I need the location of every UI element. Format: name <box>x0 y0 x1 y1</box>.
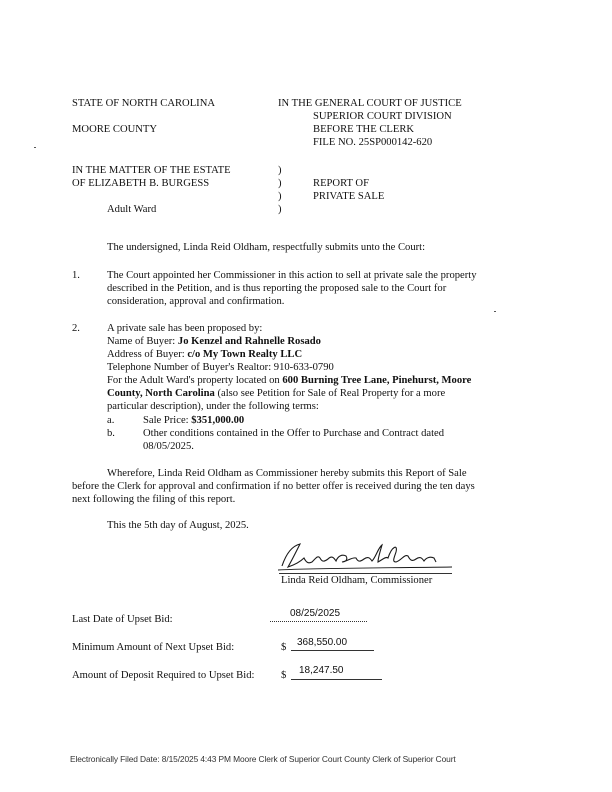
report-title-2: PRIVATE SALE <box>313 191 385 202</box>
wherefore-line: Wherefore, Linda Reid Oldham as Commissioner hereby submits this Report of Sale <box>107 468 467 479</box>
property-line-3: particular description), under the following terms: <box>107 401 319 412</box>
last-date-value: 08/25/2025 <box>290 608 341 619</box>
dated-line: This the 5th day of August, 2025. <box>107 520 249 531</box>
buyer-name-label: Name of Buyer: <box>107 336 178 347</box>
matter-line-1: IN THE MATTER OF THE ESTATE <box>72 165 231 176</box>
state-heading: STATE OF NORTH CAROLINA <box>72 98 216 109</box>
deposit-value: 18,247.50 <box>299 665 344 676</box>
wherefore-line: next following the filing of this report. <box>72 494 236 505</box>
property-address-part-2: County, North Carolina <box>107 388 215 399</box>
item-1-line: consideration, approval and confirmation. <box>107 296 285 307</box>
buyer-name-value: Jo Kenzel and Rahnelle Rosado <box>177 336 321 347</box>
last-date-line <box>270 621 367 622</box>
deposit-line <box>291 679 382 680</box>
scan-mark <box>494 311 496 312</box>
intro-paragraph: The undersigned, Linda Reid Oldham, respectfully submits unto the Court: <box>107 242 426 253</box>
deposit-currency: $ <box>281 670 287 681</box>
property-line-2 <box>107 388 445 401</box>
minimum-amount-currency: $ <box>281 642 287 653</box>
property-line-1 <box>107 375 471 388</box>
buyer-address-line <box>107 349 302 362</box>
caption-paren: ) <box>278 204 282 215</box>
wherefore-line: before the Clerk for approval and confirmation if no better offer is received during the ten days <box>72 481 475 492</box>
buyer-address-value: c/o My Town Realty LLC <box>187 349 303 360</box>
buyer-name-line <box>107 336 321 349</box>
caption-paren: ) <box>278 178 282 189</box>
electronic-filing-footer: Electronically Filed Date: 8/15/2025 4:43 PM Moore Clerk of Superior Court County Clerk of Superior Court <box>70 754 456 764</box>
sale-price-value: $351,000.00 <box>191 415 245 426</box>
caption-paren: ) <box>278 191 282 202</box>
item-2-number: 2. <box>72 323 80 334</box>
county-heading: MOORE COUNTY <box>72 124 158 135</box>
caption-paren: ) <box>278 165 282 176</box>
item-1-line: The Court appointed her Commissioner in this action to sell at private sale the property <box>107 270 477 281</box>
minimum-amount-line <box>291 650 374 651</box>
signature-image <box>276 540 454 574</box>
term-a-label: a. <box>107 415 115 426</box>
report-title-1: REPORT OF <box>313 178 369 189</box>
item-1-line: described in the Petition, and is thus reporting the proposed sale to the Court for <box>107 283 447 294</box>
adult-ward-label: Adult Ward <box>107 204 157 215</box>
court-heading-2: SUPERIOR COURT DIVISION <box>313 111 452 122</box>
court-heading-3: BEFORE THE CLERK <box>313 124 415 135</box>
deposit-label: Amount of Deposit Required to Upset Bid: <box>72 670 255 681</box>
minimum-amount-label: Minimum Amount of Next Upset Bid: <box>72 642 235 653</box>
term-b-label: b. <box>107 428 115 439</box>
last-date-label: Last Date of Upset Bid: <box>72 614 173 625</box>
sale-price-label: Sale Price: <box>143 415 192 426</box>
term-b-line: Other conditions contained in the Offer to Purchase and Contract dated <box>143 428 445 439</box>
item-2-line: A private sale has been proposed by: <box>107 323 263 334</box>
buyer-address-label: Address of Buyer: <box>107 349 188 360</box>
property-address-part-1: 600 Burning Tree Lane, Pinehurst, Moore <box>282 375 472 386</box>
term-b-line: 08/05/2025. <box>143 441 194 452</box>
court-heading-1: IN THE GENERAL COURT OF JUSTICE <box>278 98 462 109</box>
scan-mark <box>34 147 36 148</box>
property-prefix: For the Adult Ward's property located on <box>107 375 283 386</box>
realtor-phone-line: Telephone Number of Buyer's Realtor: 910-633-0790 <box>107 362 334 373</box>
item-1-number: 1. <box>72 270 80 281</box>
signature-line <box>279 573 452 574</box>
minimum-amount-value: 368,550.00 <box>297 637 348 648</box>
term-a-sale-price <box>143 415 244 428</box>
matter-line-2: OF ELIZABETH B. BURGESS <box>72 178 210 189</box>
property-petition-note: (also see Petition for Sale of Real Property for a more <box>214 388 446 399</box>
file-number: FILE NO. 25SP000142-620 <box>313 137 433 148</box>
commissioner-name: Linda Reid Oldham, Commissioner <box>281 575 433 586</box>
